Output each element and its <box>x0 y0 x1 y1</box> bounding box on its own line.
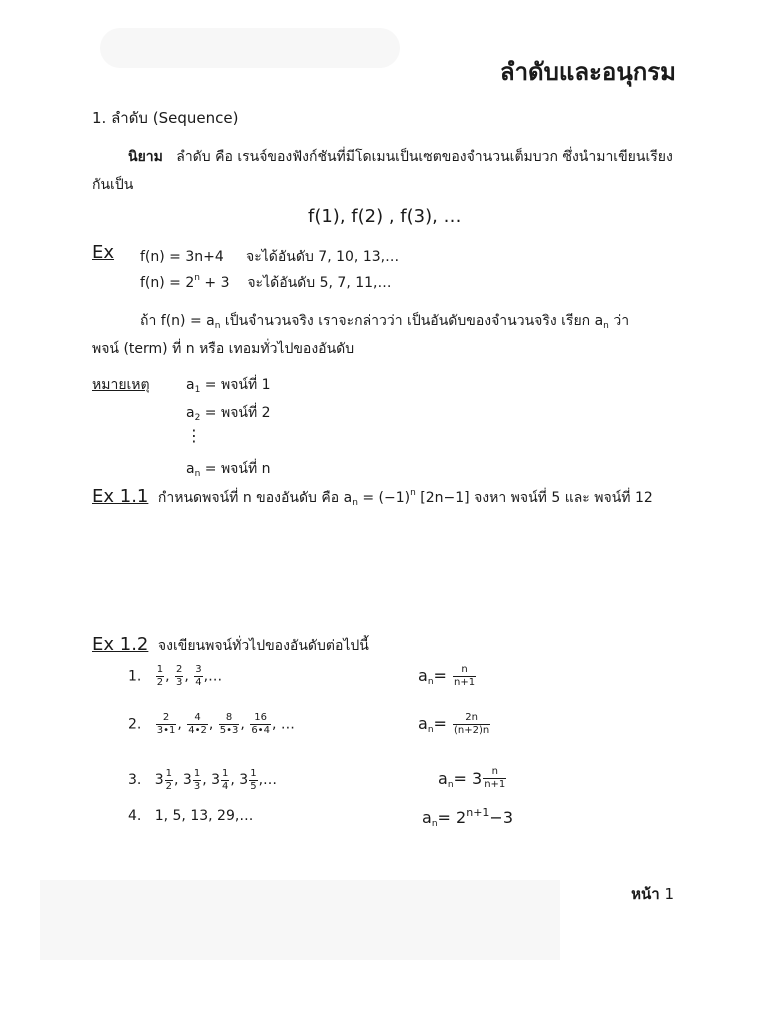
ex11-text: กำหนดพจน์ที่ n ของอันดับ คือ $a_n = (-1)^n$ [2n−1] จงหา พจน์ที่ 5 และ พจน์ที่ 12 <box>157 488 653 508</box>
definition-formula: f(1), f(2) , f(3), … <box>308 206 462 227</box>
page-title: ลำดับและอนุกรม <box>499 58 676 86</box>
definition-line-2: กันเป็น <box>92 177 134 193</box>
ex12-answer-2: $a_n=$ $\frac{2n}{(n+2)n}$ <box>418 712 490 736</box>
definition-text: ลำดับ คือ เรนจ์ของฟังก์ชันที่มีโดเมนเป็นเซตของจำนวนเต็มบวก ซึ่งนำมาเขียนเรียง <box>176 149 673 165</box>
example-line-1 <box>140 246 399 268</box>
note-item-n: $a_n$ = พจน์ที่ n <box>186 461 271 479</box>
ex12-item-4: 4. 1, 5, 13, 29,… <box>128 808 254 824</box>
ex12-item-3: 3. 3 $\frac{1}{2}$ , 3 $\frac{1}{3}$ , 3 $\frac{1}{4}$ , 3 $\frac{1}{5}$ ,… <box>128 768 278 792</box>
example-1-text: จะได้อันดับ 7, 10, 13,… <box>246 249 400 265</box>
note-label: หมายเหตุ <box>92 377 150 393</box>
ex12-answer-4: $a_n= 2^{n+1}-3$ <box>422 806 513 829</box>
faded-footer-block <box>40 880 560 960</box>
definition-line-1 <box>128 146 673 168</box>
note-vdots: ⋮ <box>186 426 202 445</box>
page-number: หน้า 1 <box>631 885 674 903</box>
definition-term: นิยาม <box>128 149 163 165</box>
example-line-2 <box>140 272 392 294</box>
faded-header-logo <box>100 28 400 68</box>
example-1-function: f(n) = 3n+4 <box>140 249 224 265</box>
note-item-2: $a_2$ = พจน์ที่ 2 <box>186 405 271 423</box>
ex11-label: Ex 1.1 <box>92 486 149 507</box>
example-2-text: จะได้อันดับ 5, 7, 11,… <box>247 275 392 291</box>
example-label: Ex <box>92 242 115 263</box>
ex12-answer-1: $a_n=$ $\frac{n}{n+1}$ <box>418 664 476 688</box>
explain-line-2: พจน์ (term) ที่ n หรือ เทอมทั่วไปของอันดับ <box>92 341 355 357</box>
ex12-line <box>92 634 369 657</box>
ex12-item-2: 2. $\frac{2}{3•1}$ , $\frac{4}{4•2}$ , $\frac{8}{5•3}$ , $\frac{16}{6•4}$ , … <box>128 712 295 736</box>
note-item-1: $a_1$ = พจน์ที่ 1 <box>186 377 271 395</box>
ex12-answer-3: $a_n= 3$ $\frac{n}{n+1}$ <box>438 766 506 790</box>
explain-line-1: ถ้า $f(n) = a_n$ เป็นจำนวนจริง เราจะกล่าวว่า เป็นอันดับของจำนวนจริง เรียก $a_n$ ว่า <box>140 313 630 331</box>
ex11-line <box>92 486 653 509</box>
section-heading: 1. ลำดับ (Sequence) <box>92 109 239 127</box>
ex12-label: Ex 1.2 <box>92 634 149 655</box>
ex12-item-1: 1. $\frac{1}{2}$ , $\frac{2}{3}$ , $\frac{3}{4}$ ,… <box>128 664 223 688</box>
example-2-function: $f(n) = 2^n + 3$ <box>140 273 230 291</box>
ex12-prompt: จงเขียนพจน์ทั่วไปของอันดับต่อไปนี้ <box>157 638 369 654</box>
